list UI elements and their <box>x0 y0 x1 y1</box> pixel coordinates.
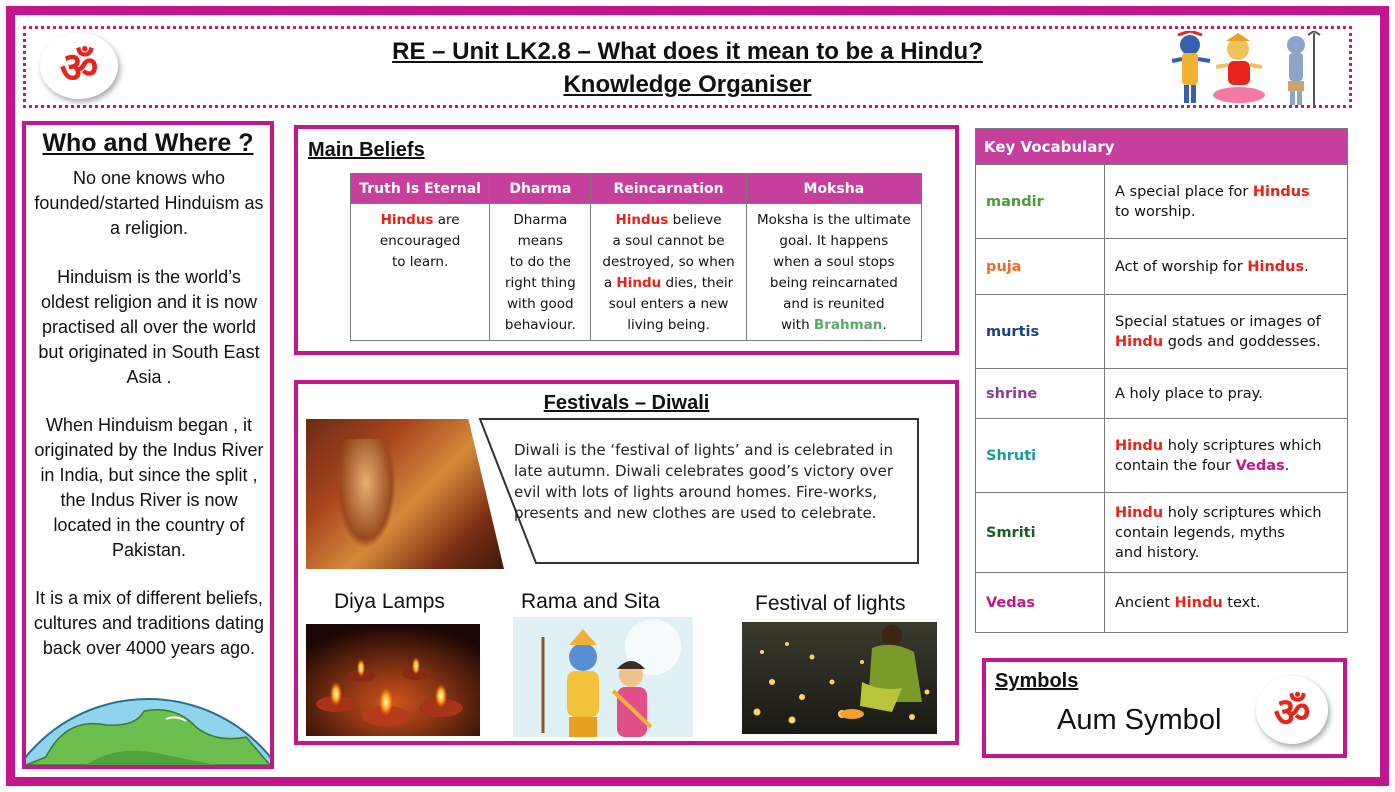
diwali-illustration <box>306 419 504 569</box>
globe-illustration <box>26 697 270 765</box>
vocab-term: Smriti <box>976 493 1105 573</box>
belief-truth-eternal: Hindus are encouraged to learn. <box>351 204 490 341</box>
vocab-row <box>976 165 1348 239</box>
who-paragraph: When Hinduism began , it originated by the Indus River in India, but since the split , the Indus River is now located in the country of Pakistan. <box>34 415 264 560</box>
vocab-row <box>976 419 1348 493</box>
festival-of-lights-photo <box>742 622 937 734</box>
vishnu-figure <box>1172 31 1210 103</box>
rama-and-sita-illustration <box>513 617 693 737</box>
hindu-deities-illustration <box>1168 31 1338 107</box>
beliefs-col-header: Reincarnation <box>591 174 746 204</box>
vocab-definition: Hindu holy scriptures which contain legends, myths and history. <box>1105 493 1348 573</box>
belief-moksha: Moksha is the ultimate goal. It happens when a soul stops being reincarnated and is reunited with Brahman. <box>746 204 921 341</box>
vocab-definition: Ancient Hindu text. <box>1105 573 1348 633</box>
belief-dharma: Dharma means to do the right thing with good behaviour. <box>490 204 591 341</box>
vocab-term: murtis <box>976 295 1105 369</box>
festivals-panel <box>294 380 959 745</box>
diwali-description: Diwali is the ‘festival of lights’ and is celebrated in late autumn. Diwali celebrates good’s victory over evil with lots of lights around homes. Fire-works, presents and new clothes are used to celebrate. <box>514 441 894 522</box>
vocab-definition: Special statues or images of Hindu gods and goddesses. <box>1105 295 1348 369</box>
vocab-row <box>976 295 1348 369</box>
beliefs-col-header: Dharma <box>490 174 591 204</box>
key-vocabulary-table <box>975 128 1348 633</box>
who-paragraph: No one knows who founded/started Hinduism as a religion. <box>34 168 264 238</box>
beliefs-header-row <box>351 174 922 204</box>
vocab-term: shrine <box>976 369 1105 419</box>
beliefs-col-header: Truth Is Eternal <box>351 174 490 204</box>
vocab-term: Shruti <box>976 419 1105 493</box>
festival-of-lights-label: Festival of lights <box>755 592 906 615</box>
who-and-where-panel <box>22 121 274 769</box>
aum-symbol-label: Aum Symbol <box>1057 704 1222 736</box>
vocab-term: Vedas <box>976 573 1105 633</box>
main-beliefs-heading: Main Beliefs <box>308 139 425 161</box>
brahma-figure <box>1213 33 1265 103</box>
vocab-definition: A holy place to pray. <box>1105 369 1348 419</box>
main-beliefs-panel <box>294 125 959 355</box>
beliefs-table <box>350 173 922 341</box>
vocab-term: mandir <box>976 165 1105 239</box>
rama-sita-label: Rama and Sita <box>521 590 660 613</box>
header-banner <box>23 26 1352 108</box>
diya-lamps-photo <box>306 624 480 736</box>
vocab-definition: Hindu holy scriptures which contain the four Vedas. <box>1105 419 1348 493</box>
vocab-row <box>976 493 1348 573</box>
festivals-heading: Festivals – Diwali <box>543 392 710 414</box>
symbols-panel <box>982 658 1347 758</box>
vocab-row <box>976 239 1348 295</box>
shiva-figure <box>1287 31 1320 105</box>
page-subtitle: Knowledge Organiser <box>563 71 812 98</box>
vocab-definition: Act of worship for Hindus. <box>1105 239 1348 295</box>
who-heading: Who and Where ? <box>42 129 254 157</box>
vocab-term: puja <box>976 239 1105 295</box>
symbols-heading: Symbols <box>995 670 1079 692</box>
om-icon: ॐ <box>1256 676 1328 744</box>
diya-lamps-label: Diya Lamps <box>334 590 445 613</box>
vocab-row <box>976 369 1348 419</box>
page-title: RE – Unit LK2.8 – What does it mean to be a Hindu? <box>392 38 983 65</box>
key-vocabulary-heading: Key Vocabulary <box>976 129 1348 165</box>
vocab-definition: A special place for Hindus to worship. <box>1105 165 1348 239</box>
belief-reincarnation: Hindus believe a soul cannot be destroyed, so when a Hindu dies, their soul enters a new living being. <box>591 204 746 341</box>
beliefs-body-row <box>351 204 922 341</box>
beliefs-col-header: Moksha <box>746 174 921 204</box>
om-icon: ॐ <box>40 33 118 99</box>
vocab-header-row <box>976 129 1348 165</box>
who-paragraph: It is a mix of different beliefs, cultures and traditions dating back over 4000 years ago. <box>33 588 265 658</box>
vocab-row <box>976 573 1348 633</box>
who-paragraph: Hinduism is the world’s oldest religion and it is now practised all over the world but originated in South East Asia . <box>38 267 260 387</box>
